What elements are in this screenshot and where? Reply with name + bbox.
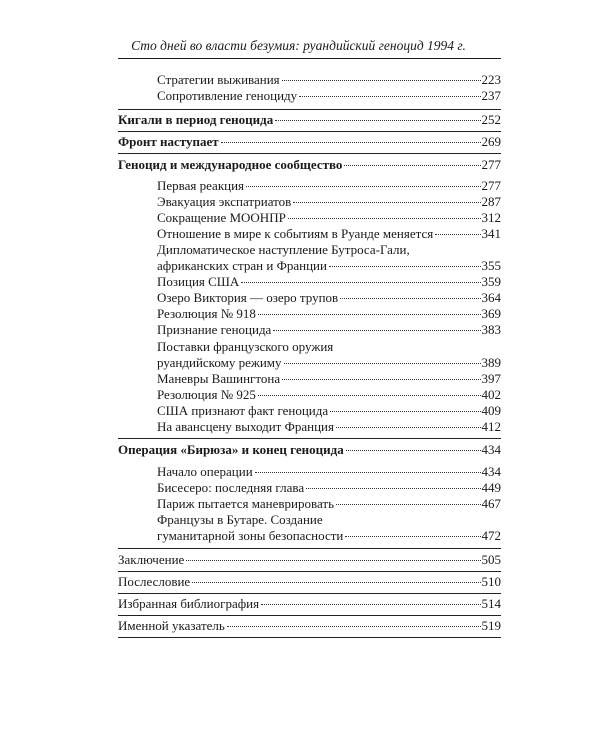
toc-entry-title: Маневры Вашингтона	[157, 371, 281, 386]
toc-entry-diplomatic-line1: Дипломатическое наступление Бутроса-Гали,	[157, 242, 410, 257]
toc-entry-page: 402	[481, 387, 501, 402]
dot-leader	[336, 504, 481, 505]
toc-chapter-page: 277	[481, 157, 501, 172]
dot-leader	[345, 536, 480, 537]
toc-entry-title: Сопротивление геноциду	[157, 88, 298, 103]
dot-leader	[288, 218, 481, 219]
toc-chapter-title: Заключение	[118, 552, 185, 567]
dot-leader	[306, 488, 480, 489]
toc-entry-start-operation	[157, 464, 501, 480]
dot-leader	[227, 626, 481, 627]
toc-entry-page: 412	[481, 419, 501, 434]
toc-entry-page: 409	[481, 403, 501, 418]
toc-entry-page: 449	[481, 480, 501, 495]
toc-entry-attitude	[157, 226, 501, 242]
dot-leader	[435, 234, 480, 235]
toc-chapter-turquoise	[118, 442, 501, 458]
section-separator	[118, 131, 501, 132]
section-separator	[118, 637, 501, 638]
toc-chapter-title: Операция «Бирюза» и конец геноцида	[118, 442, 344, 457]
dot-leader	[293, 202, 480, 203]
toc-entry-title: На авансцену выходит Франция	[157, 419, 334, 434]
toc-entry-title: Начало операции	[157, 464, 253, 479]
dot-leader	[299, 96, 480, 97]
toc-entry-recognition	[157, 322, 501, 338]
dot-leader	[346, 450, 481, 451]
toc-entry-butare-line1: Французы в Бутаре. Создание	[157, 512, 323, 527]
toc-entry-page: 364	[481, 290, 501, 305]
toc-entry-arms	[157, 355, 501, 371]
toc-entry-arms-line1: Поставки французского оружия	[157, 339, 334, 354]
toc-entry-page: 383	[481, 322, 501, 337]
section-separator	[118, 548, 501, 549]
toc-entry-page: 237	[481, 88, 501, 103]
dot-leader	[282, 80, 481, 81]
toc-chapter-title: Именной указатель	[118, 618, 225, 633]
toc-entry-butare	[157, 528, 501, 544]
toc-chapter-page: 269	[481, 134, 501, 149]
toc-entry-paris	[157, 496, 501, 512]
toc-chapter-title: Кигали в период геноцида	[118, 112, 274, 127]
toc-entry-page: 472	[481, 528, 501, 543]
toc-entry-title: Резолюция № 918	[157, 306, 256, 321]
toc-chapter-page: 514	[481, 596, 501, 611]
dot-leader	[284, 363, 481, 364]
dot-leader	[241, 282, 480, 283]
dot-leader	[255, 472, 481, 473]
toc-entry-bisesero	[157, 480, 501, 496]
dot-leader	[340, 298, 480, 299]
toc-entry-page: 287	[481, 194, 501, 209]
dot-leader	[336, 427, 481, 428]
toc-entry-title: Стратегии выживания	[157, 72, 280, 87]
toc-chapter-afterword	[118, 574, 501, 590]
toc-entry-title: Париж пытается маневрировать	[157, 496, 334, 511]
toc-entry-page: 389	[481, 355, 501, 370]
toc-entry-title: Резолюция № 925	[157, 387, 256, 402]
toc-entry-title: Эвакуация экспатриатов	[157, 194, 292, 209]
toc-entry-page: 355	[481, 258, 501, 273]
toc-entry-page: 369	[481, 306, 501, 321]
toc-chapter-name-index	[118, 618, 501, 634]
running-header: Сто дней во власти безумия: руандийский геноцид 1994 г.	[131, 38, 466, 53]
toc-entry-lake-victoria	[157, 290, 501, 306]
toc-chapter-page: 252	[481, 112, 501, 127]
dot-leader	[344, 165, 480, 166]
section-separator	[118, 615, 501, 616]
dot-leader	[273, 330, 480, 331]
section-separator	[118, 571, 501, 572]
toc-entry-evacuation	[157, 194, 501, 210]
dot-leader	[261, 604, 480, 605]
toc-entry-resolution-918	[157, 306, 501, 322]
toc-entry-title: США признают факт геноцида	[157, 403, 329, 418]
toc-entry-title: Первая реакция	[157, 178, 245, 193]
toc-chapter-international	[118, 157, 501, 173]
toc-entry-usa-position	[157, 274, 501, 290]
toc-chapter-page: 434	[481, 442, 501, 457]
toc-entry-france	[157, 419, 501, 435]
toc-entry-page: 223	[481, 72, 501, 87]
dot-leader	[221, 142, 481, 143]
toc-entry-washington	[157, 371, 501, 387]
toc-entry-title: гуманитарной зоны безопасности	[157, 528, 344, 543]
toc-entry-genocide-resistance	[157, 88, 501, 104]
dot-leader	[258, 395, 481, 396]
toc-entry-diplomatic	[157, 258, 501, 274]
toc-entry-page: 341	[481, 226, 501, 241]
dot-leader	[275, 120, 480, 121]
toc-entry-survival-strategies	[157, 72, 501, 88]
dot-leader	[192, 582, 480, 583]
toc-chapter-kigali	[118, 112, 501, 128]
toc-chapter-page: 519	[481, 618, 501, 633]
toc-entry-page: 359	[481, 274, 501, 289]
toc-entry-unamir	[157, 210, 501, 226]
dot-leader	[282, 379, 480, 380]
toc-chapter-title: Послесловие	[118, 574, 191, 589]
toc-entry-title: Сокращение МООНПР	[157, 210, 286, 225]
toc-entry-title: Озеро Виктория — озеро трупов	[157, 290, 339, 305]
section-separator	[118, 109, 501, 110]
toc-entry-title: Позиция США	[157, 274, 240, 289]
toc-chapter-page: 510	[481, 574, 501, 589]
dot-leader	[258, 314, 481, 315]
section-separator	[118, 153, 501, 154]
toc-entry-usa-admit	[157, 403, 501, 419]
toc-entry-title: африканских стран и Франции	[157, 258, 327, 273]
toc-entry-title: Признание геноцида	[157, 322, 272, 337]
toc-chapter-title: Избранная библиография	[118, 596, 260, 611]
toc-entry-first-reaction	[157, 178, 501, 194]
toc-chapter-front	[118, 134, 501, 150]
toc-entry-page: 434	[481, 464, 501, 479]
toc-chapter-bibliography	[118, 596, 501, 612]
dot-leader	[329, 266, 481, 267]
toc-entry-page: 312	[481, 210, 501, 225]
toc-chapter-title: Геноцид и международное сообщество	[118, 157, 343, 172]
toc-entry-page: 467	[481, 496, 501, 511]
toc-chapter-page: 505	[481, 552, 501, 567]
toc-entry-page: 277	[481, 178, 501, 193]
toc-entry-page: 397	[481, 371, 501, 386]
dot-leader	[246, 186, 480, 187]
toc-entry-resolution-925	[157, 387, 501, 403]
section-separator	[118, 593, 501, 594]
toc-entry-title: руандийскому режиму	[157, 355, 282, 370]
dot-leader	[330, 411, 480, 412]
toc-entry-title: Отношение в мире к событиям в Руанде меняется	[157, 226, 434, 241]
toc-entry-title: Бисесеро: последняя глава	[157, 480, 305, 495]
dot-leader	[186, 560, 480, 561]
toc-chapter-conclusion	[118, 552, 501, 568]
toc-chapter-title: Фронт наступает	[118, 134, 219, 149]
section-separator	[118, 438, 501, 439]
